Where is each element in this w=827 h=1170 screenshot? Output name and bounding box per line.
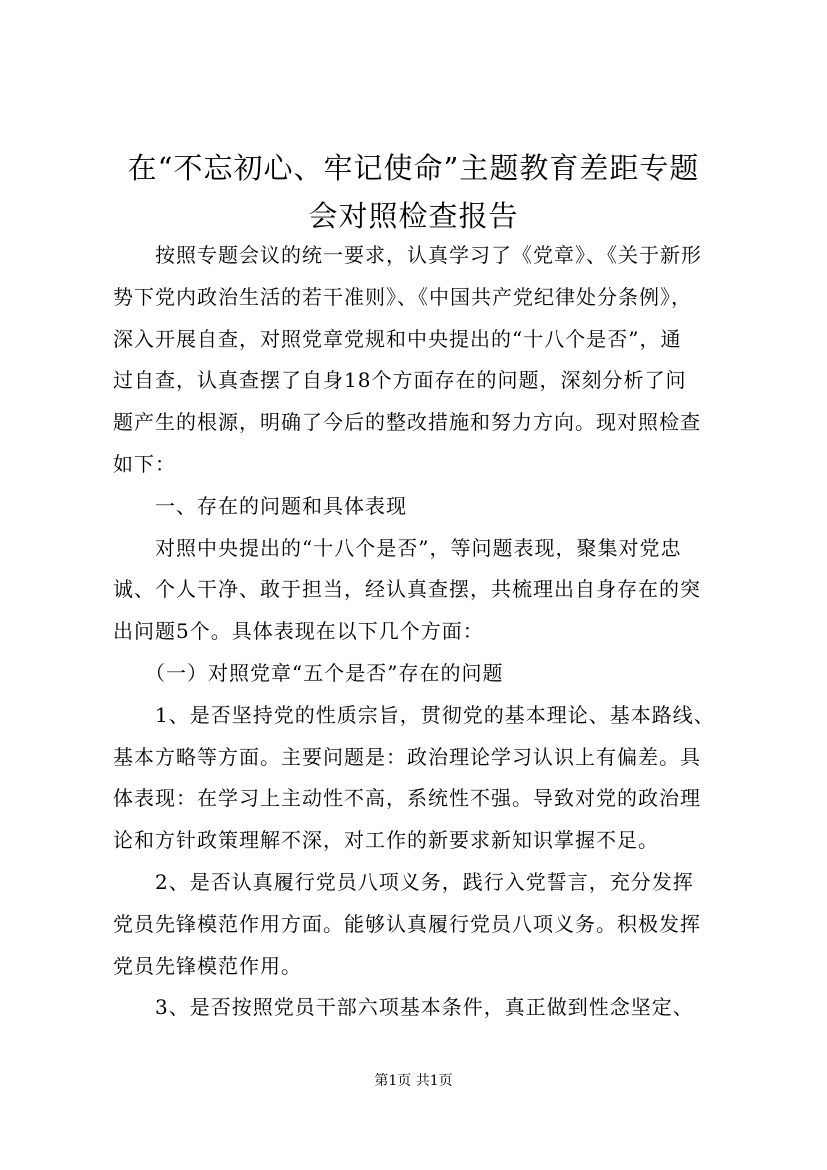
body-line: 诚、个人干净、敢于担当，经认真查摆，共梳理出自身存在的突 bbox=[113, 577, 701, 602]
document-body bbox=[113, 235, 727, 1029]
body-line: 深入开展自查，对照党章党规和中央提出的“十八个是否”，通 bbox=[113, 326, 682, 351]
body-line: 如下： bbox=[113, 451, 176, 476]
body-line: 论和方针政策理解不深，对工作的新要求新知识掌握不足。 bbox=[113, 828, 659, 853]
section-heading: 一、存在的问题和具体表现 bbox=[113, 493, 407, 518]
body-line: 对照中央提出的“十八个是否”，等问题表现，聚集对党忠 bbox=[113, 535, 682, 560]
body-line: 体表现：在学习上主动性不高，系统性不强。导致对党的政治理 bbox=[113, 786, 701, 811]
document-title bbox=[100, 144, 727, 240]
body-line: 按照专题会议的统一要求，认真学习了《党章》、《关于新形 bbox=[113, 243, 702, 267]
title-line-1: 在“不忘初心、牢记使命”主题教育差距专题 bbox=[127, 151, 700, 185]
body-line: 势下党内政治生活的若干准则》、《中国共产党纪律处分条例》， bbox=[113, 284, 692, 309]
body-line: 3、是否按照党员干部六项基本条件，真正做到性念坚定、 bbox=[113, 995, 694, 1020]
title-line-2: 会对照检查报告 bbox=[308, 199, 519, 233]
subsection-heading: （一）对照党章“五个是否”存在的问题 bbox=[113, 660, 504, 685]
body-line: 党员先锋模范作用。 bbox=[113, 953, 302, 978]
body-line: 出问题5个。具体表现在以下几个方面： bbox=[113, 619, 484, 644]
body-line: 基本方略等方面。主要问题是：政治理论学习认识上有偏差。具 bbox=[113, 744, 701, 769]
body-line: 过自查，认真查摆了自身18个方面存在的问题，深刻分析了问 bbox=[113, 368, 687, 393]
body-line: 2、是否认真履行党员八项义务，践行入党誓言，充分发挥 bbox=[113, 869, 694, 894]
body-line: 题产生的根源，明确了今后的整改措施和努力方向。现对照检查 bbox=[113, 410, 701, 435]
body-line: 党员先锋模范作用方面。能够认真履行党员八项义务。积极发挥 bbox=[113, 911, 701, 936]
body-line: 1、是否坚持党的性质宗旨，贯彻党的基本理论、基本路线、 bbox=[113, 702, 715, 727]
page-footer: 第1页 共1页 bbox=[374, 1073, 453, 1089]
